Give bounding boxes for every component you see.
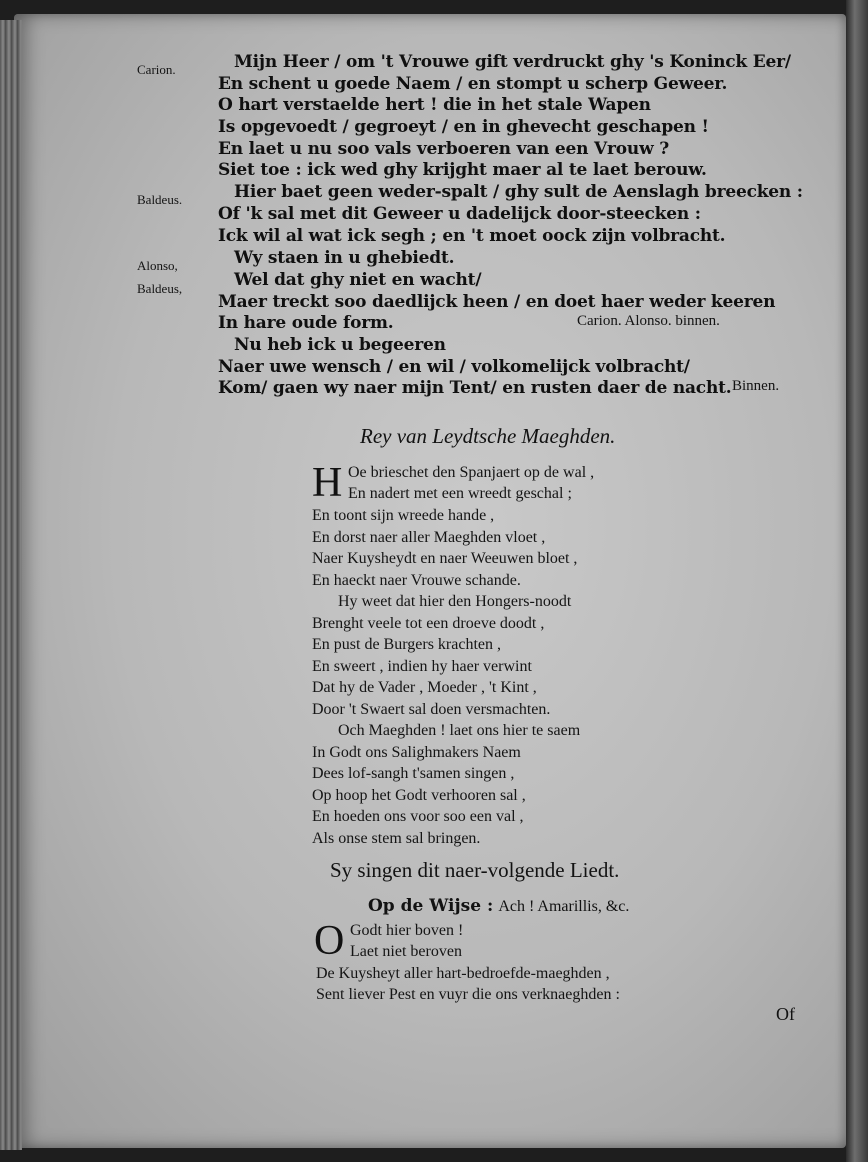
book-spine	[0, 20, 22, 1150]
speaker-baldeus: Baldeus.	[137, 192, 183, 207]
drop-cap: H	[312, 460, 343, 506]
song-line: Als onse stem sal bringen.	[312, 830, 481, 847]
dialogue-line: In hare oude form.	[218, 313, 394, 333]
song-line: En hoeden ons voor soo een val ,	[312, 808, 524, 825]
dialogue-line: Ick wil al wat ick segh ; en 't moet oock zijn volbracht.	[218, 226, 726, 246]
verse-line: Godt hier boven !	[350, 922, 464, 939]
dialogue-line: Wy staen in u ghebiedt.	[234, 248, 455, 268]
dialogue-line: En schent u goede Naem / en stompt u scherp Geweer.	[218, 74, 728, 94]
page-edge	[846, 0, 868, 1162]
tune-line	[368, 896, 629, 916]
dialogue-line: Nu heb ick u begeeren	[234, 335, 446, 355]
song-title: Sy singen dit naer-volgende Liedt.	[330, 858, 620, 882]
song-line: Och Maeghden ! laet ons hier te saem	[338, 722, 581, 739]
song-line: Naer Kuysheydt en naer Weeuwen bloet ,	[312, 550, 578, 567]
dialogue-line: Maer treckt soo daedlijck heen / en doet haer weder keeren	[218, 292, 776, 312]
stage-direction: Carion. Alonso. binnen.	[577, 313, 720, 329]
song-line: Op hoop het Godt verhooren sal ,	[312, 787, 526, 804]
dialogue-line: Is opgevoedt / gegroeyt / en in ghevecht geschapen !	[218, 117, 709, 137]
song-line: En dorst naer aller Maeghden vloet ,	[312, 529, 546, 546]
song-line: En haeckt naer Vrouwe schande.	[312, 572, 521, 589]
song-line: Hy weet dat hier den Hongers-noodt	[338, 593, 572, 610]
song-line: En pust de Burgers krachten ,	[312, 636, 501, 653]
dialogue-line: Mijn Heer / om 't Vrouwe gift verdruckt ghy 's Koninck Eer/	[234, 52, 791, 72]
verse-line: Sent liever Pest en vuyr die ons verknaeghden :	[316, 986, 620, 1003]
drop-cap: O	[314, 918, 345, 964]
dialogue-line: Wel dat ghy niet en wacht/	[234, 270, 482, 290]
song-line: In Godt ons Salighmakers Naem	[312, 744, 521, 761]
song-line: En sweert , indien hy haer verwint	[312, 658, 532, 675]
song-line: Door 't Swaert sal doen versmachten.	[312, 701, 551, 718]
song-line: Dat hy de Vader , Moeder , 't Kint ,	[312, 679, 537, 696]
song-line: En nadert met een wreedt geschal ;	[348, 485, 572, 502]
dialogue-line: O hart verstaelde hert ! die in het stale Wapen	[218, 95, 651, 115]
verse-line: Laet niet beroven	[350, 943, 462, 960]
song-line: Dees lof-sangh t'samen singen ,	[312, 765, 515, 782]
dialogue-line: En laet u nu soo vals verboeren van een Vrouw ?	[218, 139, 670, 159]
dialogue-line: Hier baet geen weder-spalt / ghy sult de Aenslagh breecken :	[234, 182, 803, 202]
tune-name: Ach ! Amarillis, &c.	[498, 898, 630, 915]
dialogue-line: Naer uwe wensch / en wil / volkomelijck volbracht/	[218, 357, 690, 377]
verse-line: De Kuysheyt aller hart-bedroefde-maeghden ,	[316, 965, 610, 982]
tune-prefix: Op de Wijse :	[368, 896, 494, 916]
song-line: Brenght veele tot een droeve doodt ,	[312, 615, 545, 632]
stage-direction: Binnen.	[732, 378, 780, 394]
dialogue-line: Siet toe : ick wed ghy krijght maer al te laet berouw.	[218, 160, 707, 180]
dialogue-line: Of 'k sal met dit Geweer u dadelijck door-steecken :	[218, 204, 701, 224]
speaker-carion: Carion.	[137, 62, 176, 77]
song-line: Oe brieschet den Spanjaert op de wal ,	[348, 464, 595, 481]
chorus-heading: Rey van Leydtsche Maeghden.	[360, 424, 616, 448]
dialogue-line: Kom/ gaen wy naer mijn Tent/ en rusten daer de nacht.	[218, 378, 732, 398]
speaker-alonso: Alonso,	[137, 258, 178, 273]
catchword: Of	[776, 1004, 795, 1024]
speaker-baldeus: Baldeus,	[137, 281, 183, 296]
song-line: En toont sijn wreede hande ,	[312, 507, 495, 524]
